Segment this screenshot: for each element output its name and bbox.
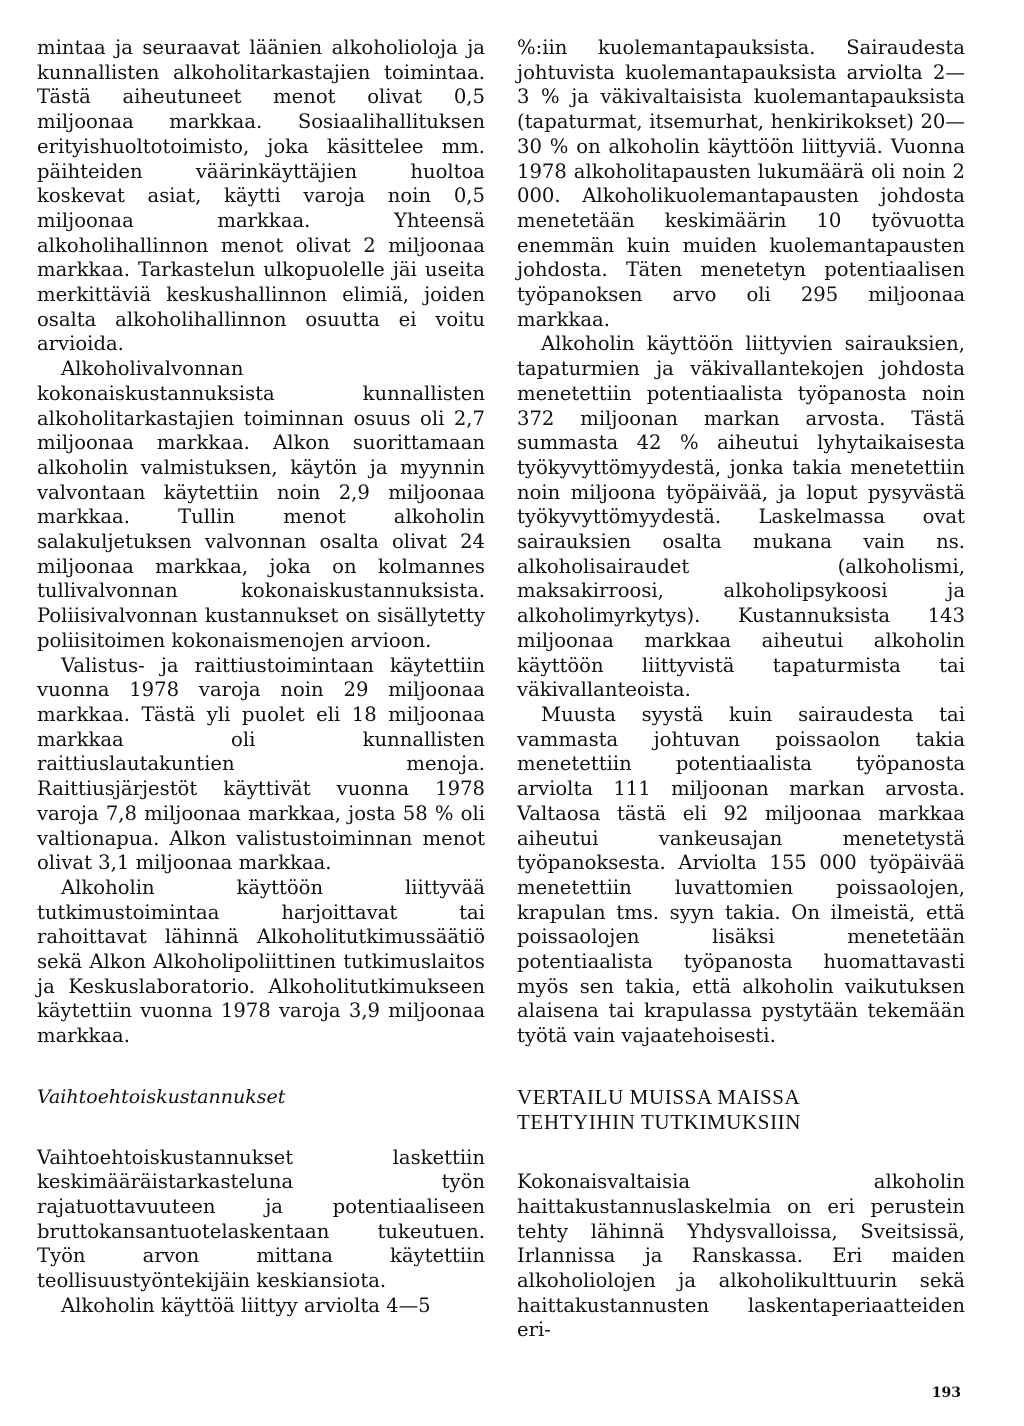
- paragraph: Valistus- ja raittiustoimintaan käytettiin vuonna 1978 varoja noin 29 miljoonaa markkaa. Tästä yli puolet eli 18 miljoonaa markkaa oli kunnallisten raittiuslautakuntien menoja. Raittiusjärjestöt käyttivät vuonna 1978 varoja 7,8 miljoonaa markkaa, josta 58 % oli valtionapua. Alkon valistustoiminnan menot olivat 3,1 miljoonaa markkaa.: [37, 653, 485, 875]
- paragraph: mintaa ja seuraavat läänien alkoholioloja ja kunnallisten alkoholitarkastajien toimintaa. Tästä aiheutuneet menot olivat 0,5 miljoonaa markkaa. Sosiaalihallituksen erityishuoltotoimisto, joka käsittelee mm. päihteiden väärinkäyttäjien huoltoa koskevat asiat, käytti varoja noin 0,5 miljoonaa markkaa. Yhteensä alkoholihallinnon menot olivat 2 miljoonaa markkaa. Tarkastelun ulkopuolelle jäi useita merkittäviä keskushallinnon elimiä, joiden osalta alkoholihallinnon osuutta ei voitu arvioida.: [37, 36, 485, 356]
- paragraph: Kokonaisvaltaisia alkoholin haittakustannuslaskelmia on eri perustein tehty lähinnä Yhdysvalloissa, Sveitsissä, Irlannissa ja Ranskassa. Eri maiden alkoholiolojen ja alkoholikulttuurin sekä haittakustannusten laskentaperiaatteiden eri-: [517, 1170, 965, 1342]
- section-subheading: Vaihtoehtoiskustannukset: [37, 1085, 286, 1108]
- paragraph: %:iin kuolemantapauksista. Sairaudesta johtuvista kuolemantapauksista arviolta 2—3 % ja väkivaltaisista kuolemantapauksista (tapaturmat, itsemurhat, henkirikokset) 20—30 % on alkoholin käyttöön liittyviä. Vuonna 1978 alkoholitapausten lukumäärä oli noin 2 000. Alkoholikuolemantapausten johdosta menetetään keskimäärin 10 työvuotta enemmän kuin muiden kuolemantapausten johdosta. Täten menetetyn potentiaalisen työpanoksen arvo oli 295 miljoonaa markkaa.: [517, 36, 965, 331]
- paragraph: Alkoholin käyttöön liittyvien sairauksien, tapaturmien ja väkivallantekojen johdosta menetettiin potentiaalista työpanosta noin 372 miljoonan markan arvosta. Tästä summasta 42 % aiheutui lyhytaikaisesta työkyvyttömyydestä, jonka takia menetettiin noin miljoona työpäivää, ja loput pysyvästä työkyvyttömyydestä. Laskelmassa ovat sairauksien osalta mukana vain ns. alkoholisairaudet (alkoholismi, maksakirroosi, alkoholipsykoosi ja alkoholimyrkytys). Kustannuksista 143 miljoonaa markkaa aiheutui alkoholin käyttöön liittyvistä tapaturmista tai väkivallanteoista.: [517, 332, 965, 702]
- paragraph: Alkoholin käyttöön liittyvää tutkimustoimintaa harjoittavat tai rahoittavat lähinnä Alkoholitutkimussäätiö sekä Alkon Alkoholipoliittinen tutkimuslaitos ja Keskuslaboratorio. Alkoholitutkimukseen käytettiin vuonna 1978 varoja 3,9 miljoonaa markkaa.: [37, 875, 485, 1048]
- section-heading: [517, 1085, 965, 1134]
- paragraph: Muusta syystä kuin sairaudesta tai vammasta johtuvan poissaolon takia menetettiin potentiaalista työpanosta arviolta 111 miljoonan markan arvosta. Valtaosa tästä eli 92 miljoonaa markkaa aiheutui vankeusajan menetetystä työpanoksesta. Arviolta 155 000 työpäivää menetettiin luvattomien poissaolojen, krapulan tms. syyn takia. On ilmeistä, että poissaolojen lisäksi menetetään potentiaalista työpanosta huomattavasti myös sen takia, että alkoholin vaikutuksen alaisena tai krapulassa pystytään tekemään työtä vain vajaatehoisesti.: [517, 702, 965, 1048]
- paragraph: Alkoholin käyttöä liittyy arviolta 4—5: [61, 1293, 431, 1317]
- right-column: [517, 36, 965, 1343]
- paragraph: Alkoholivalvonnan kokonaiskustannuksista kunnallisten alkoholitarkastajien toiminnan osuus oli 2,7 miljoonaa markkaa. Alkon suorittamaan alkoholin valmistuksen, käytön ja myynnin valvontaan käytettiin noin 2,9 miljoonaa markkaa. Tullin menot alkoholin salakuljetuksen valvonnan osalta olivat 24 miljoonaa markkaa, joka on kolmannes tullivalvonnan kokonaiskustannuksista. Poliisivalvonnan kustannukset on sisällytetty poliisitoimen kokonaismenojen arvioon.: [37, 357, 485, 652]
- paragraph: Vaihtoehtoiskustannukset laskettiin keskimääräistarkasteluna työn rajatuottavuuteen ja potentiaaliseen bruttokansantuotelaskentaan tukeutuen. Työn arvon mittana käytettiin teollisuustyöntekijäin keskiansiota.: [37, 1145, 485, 1293]
- left-column: [37, 36, 485, 1318]
- section-heading-line: TEHTYIHIN TUTKIMUKSIIN: [517, 1109, 802, 1134]
- page-number: 193: [931, 1385, 961, 1401]
- section-heading-line: VERTAILU MUISSA MAISSA: [517, 1084, 801, 1109]
